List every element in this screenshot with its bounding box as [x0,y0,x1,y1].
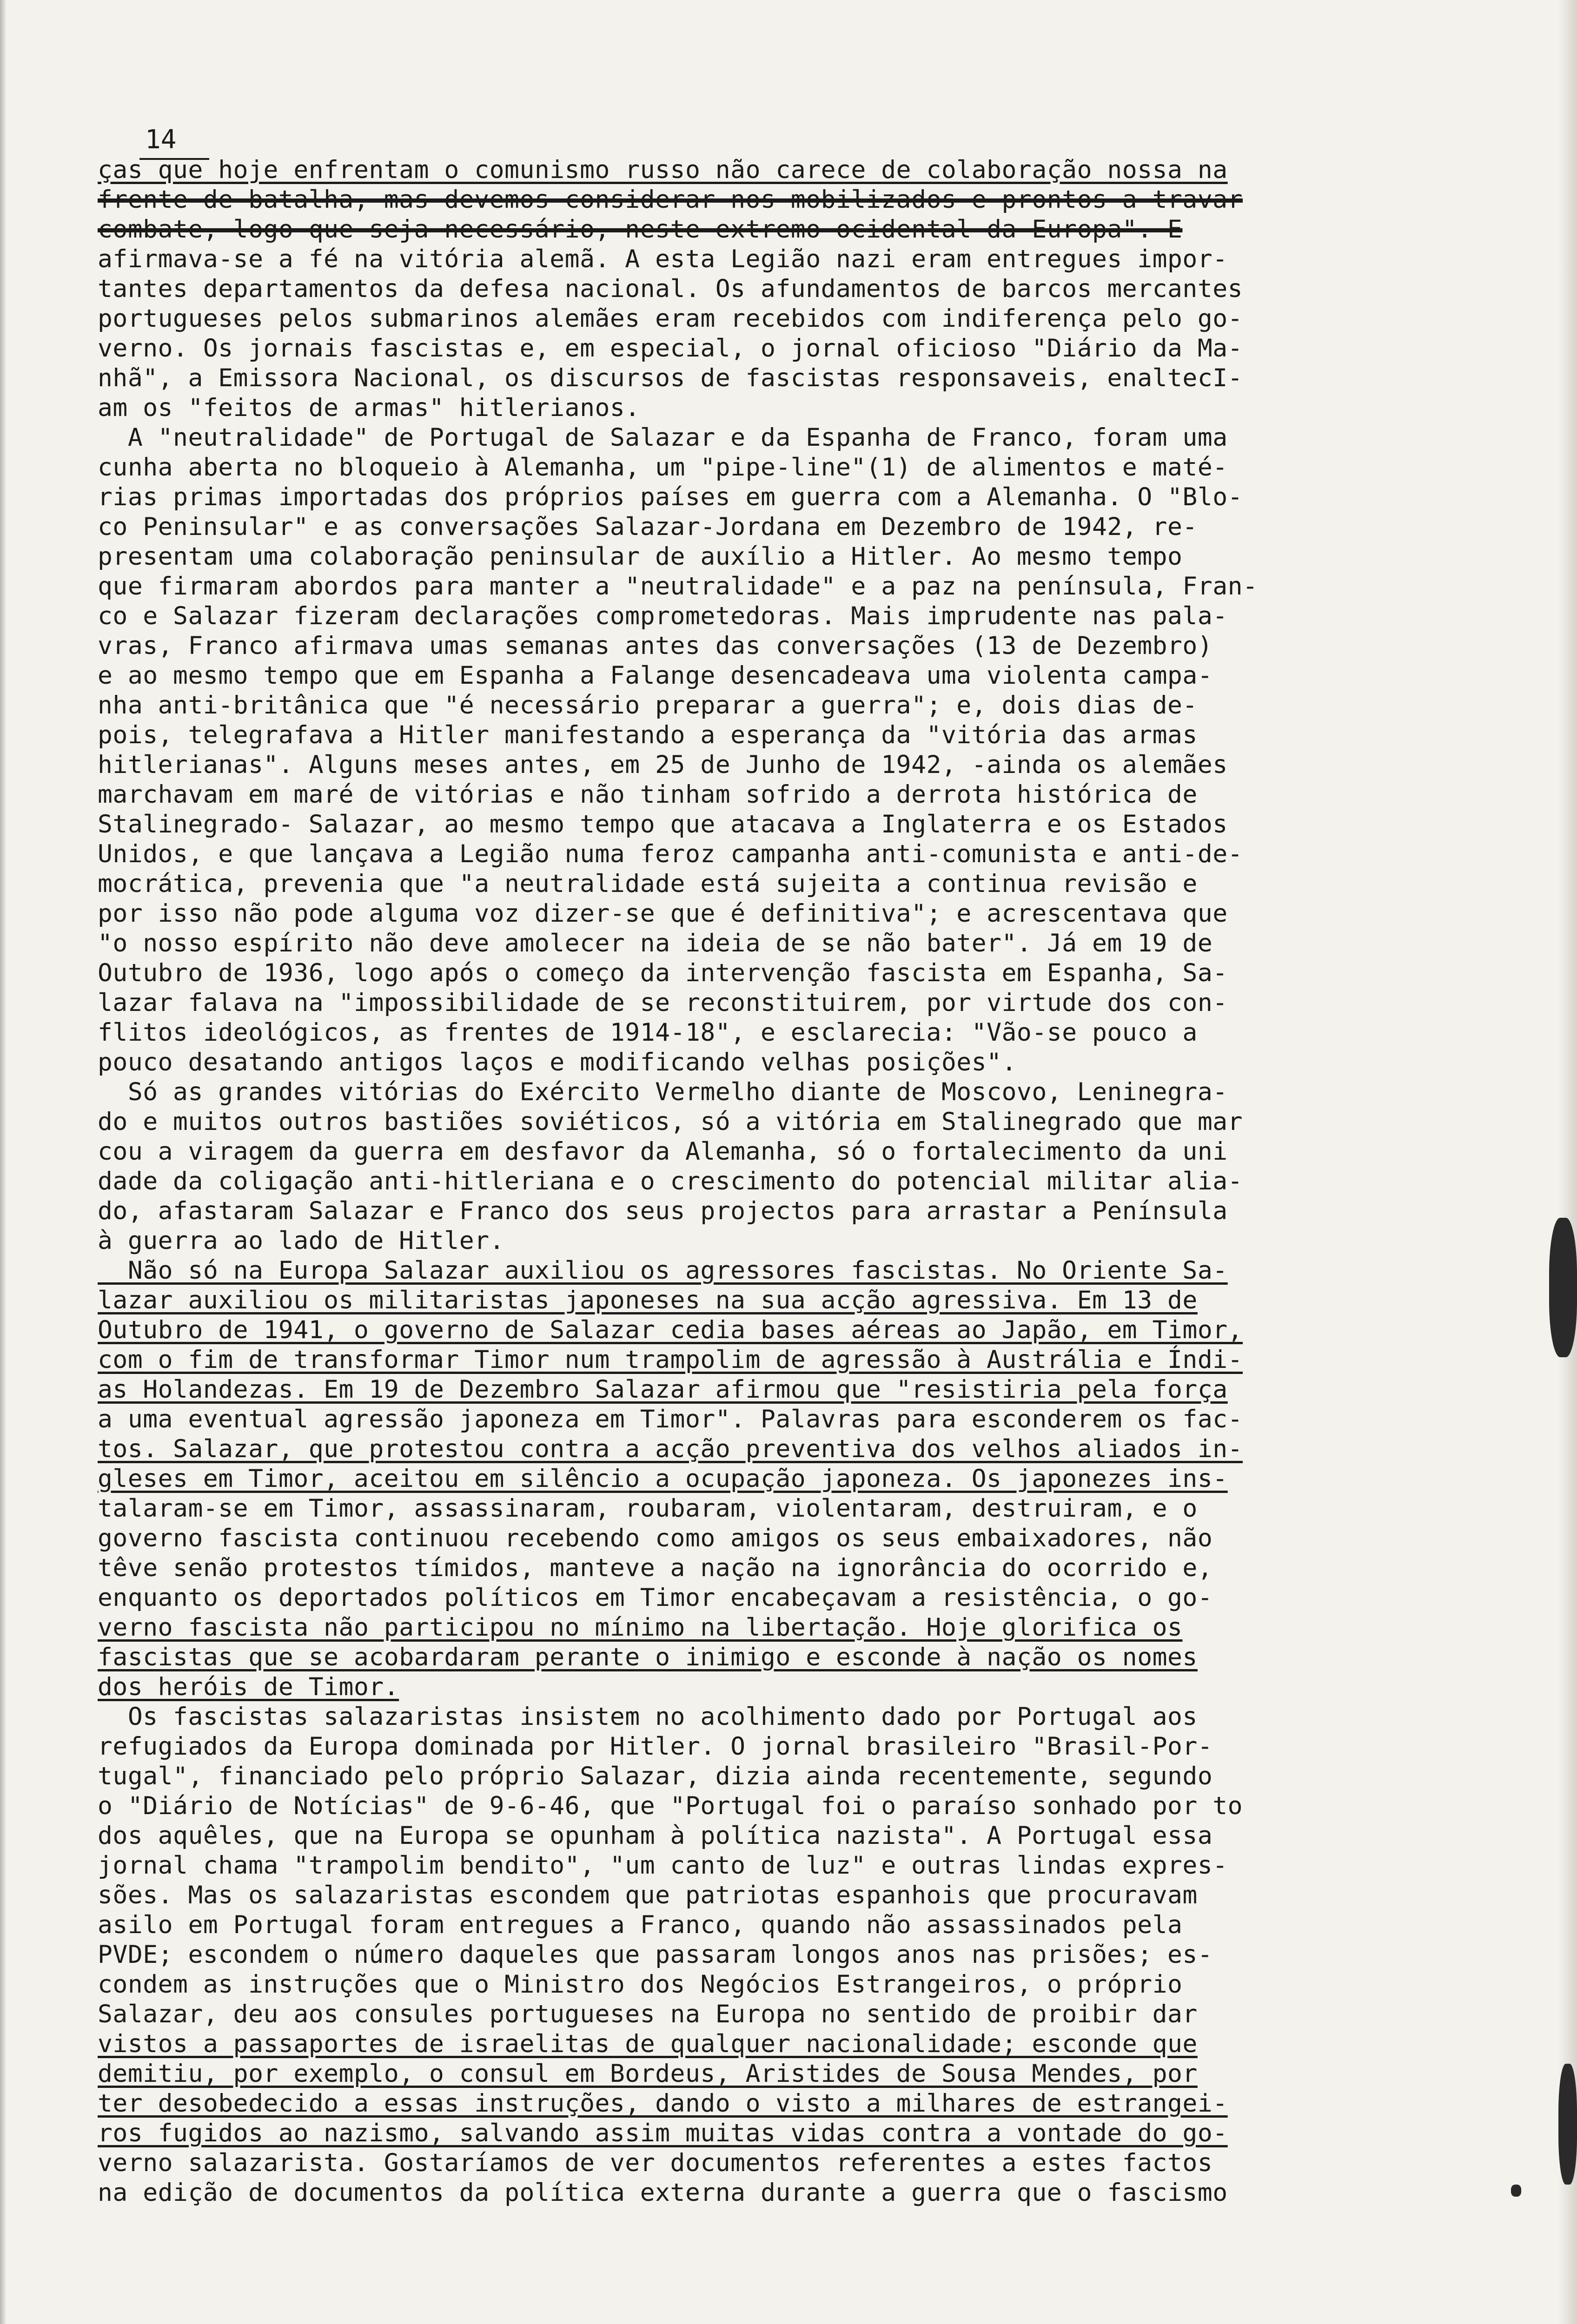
text-line: Outubro de 1941, o governo de Salazar cedia bases aéreas ao Japão, em Timor, [98,1316,1243,1344]
text-line: combate, logo que seja necessário, neste extremo ocidental da Europa". E [98,215,1183,244]
text-line: enquanto os deportados políticos em Timor encabeçavam a resistência, o go- [98,1584,1213,1612]
text-line: governo fascista continuou recebendo como amigos os seus embaixadores, não [98,1524,1213,1552]
text-line: Os fascistas salazaristas insistem no acolhimento dado por Portugal aos [98,1703,1198,1731]
text-line: afirmava-se a fé na vitória alemã. A esta Legião nazi eram entregues impor- [98,245,1228,273]
text-line: a uma eventual agressão japoneza em Timor". Palavras para esconderem os fac- [98,1405,1243,1433]
text-line: rias primas importadas dos próprios países em guerra com a Alemanha. O "Blo- [98,483,1243,511]
text-line: cunha aberta no bloqueio à Alemanha, um "pipe-line"(1) de alimentos e maté- [98,453,1228,482]
text-line: sões. Mas os salazaristas escondem que patriotas espanhois que procuravam [98,1881,1198,1909]
text-line: têve senão protestos tímidos, manteve a nação na ignorância do ocorrido e, [98,1554,1213,1582]
punch-hole-mark [1549,1218,1577,1357]
text-line: talaram-se em Timor, assassinaram, roubaram, violentaram, destruiram, e o [98,1494,1198,1523]
text-line: nha anti-britânica que "é necessário preparar a guerra"; e, dois dias de- [98,691,1198,720]
text-line: vras, Franco afirmava umas semanas antes das conversações (13 de Dezembro) [98,632,1213,660]
text-line: vistos a passaportes de israelitas de qualquer nacionalidade; esconde que [98,2030,1198,2058]
text-line: nhã", a Emissora Nacional, os discursos de fascistas responsaveis, enaltecI- [98,364,1243,392]
text-line: asilo em Portugal foram entregues a Franco, quando não assassinados pela [98,1911,1183,1939]
text-line: portugueses pelos submarinos alemães eram recebidos com indiferença pelo go- [98,304,1243,333]
text-line: Só as grandes vitórias do Exército Vermelho diante de Moscovo, Leninegra- [98,1078,1228,1106]
text-line: lazar falava na "impossibilidade de se reconstituirem, por virtude dos con- [98,989,1228,1017]
text-line: dos heróis de Timor. [98,1673,399,1701]
text-line: condem as instruções que o Ministro dos Negócios Estrangeiros, o próprio [98,1970,1183,1999]
body-text [98,125,1492,2208]
text-line: que firmaram abordos para manter a "neutralidade" e a paz na península, Fran- [98,572,1258,601]
text-line: demitiu, por exemplo, o consul em Bordeus, Aristides de Sousa Mendes, por [98,2060,1198,2088]
text-line: PVDE; escondem o número daqueles que passaram longos anos nas prisões; es- [98,1941,1213,1969]
text-line: por isso não pode alguma voz dizer-se que é definitiva"; e acrescentava que [98,899,1228,928]
scan-speck [1511,2185,1521,2197]
text-line: ças que hoje enfrentam o comunismo russo não carece de colaboração nossa na [98,156,1228,184]
text-line: Stalinegrado- Salazar, ao mesmo tempo que atacava a Inglaterra e os Estados [98,810,1228,838]
text-line: lazar auxiliou os militaristas japoneses na sua acção agressiva. Em 13 de [98,1286,1198,1314]
text-line: presentam uma colaboração peninsular de auxílio a Hitler. Ao mesmo tempo [98,542,1183,571]
text-line: as Holandezas. Em 19 de Dezembro Salazar afirmou que "resistiria pela força [98,1375,1228,1404]
text-line: cou a viragem da guerra em desfavor da Alemanha, só o fortalecimento da uni [98,1137,1228,1166]
text-line: co Peninsular" e as conversações Salazar-Jordana em Dezembro de 1942, re- [98,513,1198,541]
text-line: Salazar, deu aos consules portugueses na Europa no sentido de proibir dar [98,2000,1198,2028]
text-line: o "Diário de Notícias" de 9-6-46, que "Portugal foi o paraíso sonhado por to [98,1792,1243,1820]
text-line: frente de batalha, mas devemos considerar-nos mobilizados e prontos a travar [98,185,1243,214]
text-line: Unidos, e que lançava a Legião numa feroz campanha anti-comunista e anti-de- [98,840,1243,868]
text-line: flitos ideológicos, as frentes de 1914-18", e esclarecia: "Vão-se pouco a [98,1018,1198,1047]
text-line: dade da coligação anti-hitleriana e o crescimento do potencial militar alia- [98,1167,1243,1195]
text-line: verno. Os jornais fascistas e, em especial, o jornal oficioso "Diário da Ma- [98,334,1243,363]
text-line: tantes departamentos da defesa nacional. Os afundamentos de barcos mercantes [98,275,1243,303]
text-line: "o nosso espírito não deve amolecer na ideia de se não bater". Já em 19 de [98,929,1213,957]
text-line: fascistas que se acobardaram perante o inimigo e esconde à nação os nomes [98,1643,1198,1671]
text-line: marchavam em maré de vitórias e não tinham sofrido a derrota histórica de [98,780,1198,809]
text-line: mocrática, prevenia que "a neutralidade está sujeita a continua revisão e [98,870,1198,898]
text-line: pouco desatando antigos laços e modificando velhas posições". [98,1048,1017,1076]
text-line: Não só na Europa Salazar auxiliou os agressores fascistas. No Oriente Sa- [98,1256,1228,1285]
text-line: refugiados da Europa dominada por Hitler. O jornal brasileiro "Brasil-Por- [98,1732,1213,1761]
text-line: na edição de documentos da política externa durante a guerra que o fascismo [98,2179,1228,2207]
text-line: hitlerianas". Alguns meses antes, em 25 de Junho de 1942, -ainda os alemães [98,751,1228,779]
text-line: am os "feitos de armas" hitlerianos. [98,394,640,422]
text-line: tugal", financiado pelo próprio Salazar, dizia ainda recentemente, segundo [98,1762,1213,1790]
text-line: ros fugidos ao nazismo, salvando assim muitas vidas contra a vontade do go- [98,2119,1228,2147]
text-line: ter desobedecido a essas instruções, dando o visto a milhares de estrangei- [98,2089,1228,2118]
scan-shadow-left [0,0,7,2324]
text-line: gleses em Timor, aceitou em silêncio a ocupação japoneza. Os japonezes ins- [98,1465,1228,1493]
text-line: com o fim de transformar Timor num trampolim de agressão à Austrália e Índi- [98,1346,1243,1374]
text-line: jornal chama "trampolim bendito", "um canto de luz" e outras lindas expres- [98,1851,1228,1880]
text-line: à guerra ao lado de Hitler. [98,1227,505,1255]
text-line: verno salazarista. Gostaríamos de ver documentos referentes a estes factos [98,2149,1213,2177]
text-line: verno fascista não participou no mínimo na libertação. Hoje glorifica os [98,1613,1183,1642]
text-line: do, afastaram Salazar e Franco dos seus projectos para arrastar a Península [98,1197,1228,1225]
text-line: Outubro de 1936, logo após o começo da intervenção fascista em Espanha, Sa- [98,959,1228,987]
punch-hole-mark [1558,2064,1577,2185]
text-line: do e muitos outros bastiões soviéticos, só a vitória em Stalinegrado que mar [98,1108,1243,1136]
text-line: e ao mesmo tempo que em Espanha a Falange desencadeava uma violenta campa- [98,661,1213,690]
text-line: A "neutralidade" de Portugal de Salazar e da Espanha de Franco, foram uma [98,423,1228,452]
page-number: 14 [145,125,177,155]
text-line: pois, telegrafava a Hitler manifestando a esperança da "vitória das armas [98,721,1198,749]
text-line: tos. Salazar, que protestou contra a acção preventiva dos velhos aliados in- [98,1435,1243,1463]
text-line: co e Salazar fizeram declarações comprometedoras. Mais imprudente nas pala- [98,602,1228,630]
text-line: dos aquêles, que na Europa se opunham à política nazista". A Portugal essa [98,1822,1213,1850]
scan-shadow-right [1558,0,1577,2324]
